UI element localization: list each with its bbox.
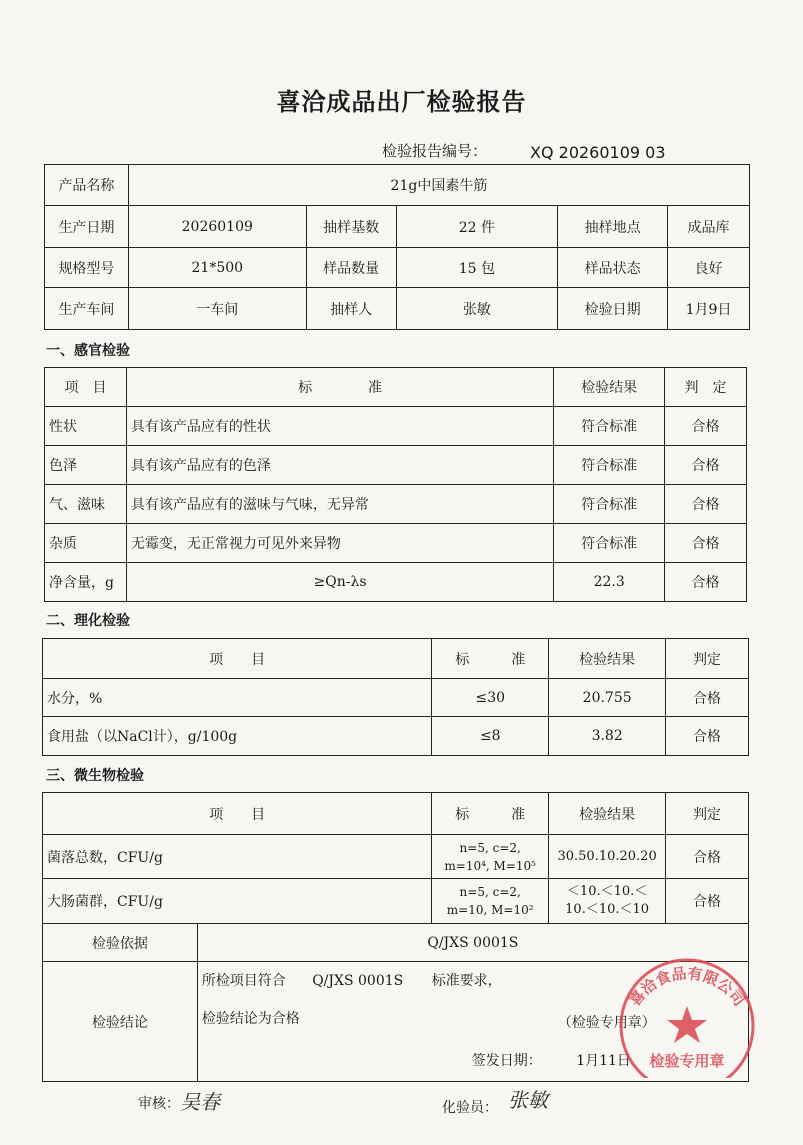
row-item: 性状 (45, 407, 127, 446)
prod-date-value: 20260109 (128, 206, 306, 248)
row-standard-line2: m=10, M=10² (446, 903, 534, 917)
workshop-value: 一车间 (128, 288, 306, 330)
product-name-label: 产品名称 (45, 165, 129, 206)
sampler-value: 张敏 (396, 288, 558, 330)
conclusion-line2: 检验结论为合格 (201, 1011, 300, 1027)
report-title: 喜洽成品出厂检验报告 (276, 88, 527, 116)
sample-qty-label: 样品数量 (306, 248, 396, 288)
row-judge: 合格 (665, 407, 747, 446)
row-standard: 具有该产品应有的性状 (126, 407, 553, 446)
sample-base-value: 22 件 (396, 206, 558, 248)
micro-header-standard: 标 准 (432, 793, 549, 835)
row-item: 色泽 (45, 446, 127, 485)
issue-date-value: 1月11日 (576, 1053, 631, 1069)
sensory-header-item: 项 目 (45, 368, 127, 407)
row-standard (432, 835, 549, 879)
row-item: 菌落总数，CFU/g (43, 835, 432, 879)
conclusion-line1 (202, 970, 502, 990)
row-item: 气、滋味 (45, 485, 127, 524)
row-item: 净含量，g (45, 563, 127, 602)
sensory-heading: 一、感官检验 (46, 343, 130, 359)
spec-value: 21*500 (128, 248, 306, 288)
micro-header-result: 检验结果 (549, 793, 666, 835)
workshop-label: 生产车间 (45, 288, 129, 330)
table-row (45, 524, 747, 563)
row-standard: 具有该产品应有的色泽 (126, 446, 553, 485)
sample-base-label: 抽样基数 (306, 206, 396, 248)
table-row (45, 485, 747, 524)
row-item: 食用盐（以NaCl计），g/100g (43, 717, 432, 756)
row-result: 20.755 (549, 679, 666, 717)
issue-date (472, 1050, 631, 1070)
report-number-value: XQ 20260109 03 (530, 143, 666, 162)
inspection-stamp (612, 948, 762, 1078)
row-result-line2: 10.＜10.＜10 (565, 902, 650, 917)
stamp-text: 喜洽食品有限公司 (625, 964, 749, 1010)
row-result: 符合标准 (554, 446, 665, 485)
row-standard: 无霉变，无正常视力可见外来异物 (126, 524, 553, 563)
row-standard: ≤8 (432, 717, 549, 756)
row-result: 符合标准 (554, 524, 665, 563)
row-judge: 合格 (666, 835, 749, 879)
row-result: 符合标准 (554, 407, 665, 446)
sampler-label: 抽样人 (306, 288, 396, 330)
row-judge: 合格 (666, 879, 749, 924)
physchem-header-result: 检验结果 (549, 639, 666, 679)
prod-date-label: 生产日期 (45, 206, 129, 248)
table-row (43, 835, 749, 879)
tester-label: 化验员： (442, 1100, 498, 1116)
product-name-value: 21g中国素牛筋 (128, 165, 749, 206)
report-number-label: 检验报告编号： (382, 142, 488, 160)
row-standard-line1: n=5, c=2, (459, 885, 521, 899)
physchem-header-judge: 判定 (666, 639, 749, 679)
conclusion-line1b: Q/JXS 0001S (312, 973, 404, 989)
inspect-date-value: 1月9日 (668, 288, 750, 330)
seal-note: （检验专用章） (557, 1015, 656, 1031)
row-standard: 具有该产品应有的滋味与气味，无异常 (126, 485, 553, 524)
row-result-line1: 30.50.10.20.20 (557, 848, 657, 864)
row-result (549, 879, 666, 924)
row-judge: 合格 (665, 563, 747, 602)
row-result-line1: ＜10.＜10.＜ (566, 884, 648, 899)
sensory-header-standard: 标 准 (126, 368, 553, 407)
basis-label: 检验依据 (43, 924, 198, 962)
row-result: 3.82 (549, 717, 666, 756)
issue-date-label: 签发日期： (471, 1053, 542, 1069)
physchem-header-standard: 标 准 (432, 639, 549, 679)
table-row (43, 717, 749, 756)
sample-place-label: 抽样地点 (558, 206, 668, 248)
conclusion-line1c: 标准要求， (431, 973, 502, 989)
micro-heading: 三、微生物检验 (46, 768, 144, 784)
conclusion-label: 检验结论 (43, 962, 198, 1082)
physchem-header-item: 项 目 (43, 639, 432, 679)
row-standard: ≥Qn-λs (126, 563, 553, 602)
row-result: 22.3 (554, 563, 665, 602)
reviewer-signature: 吴春 (180, 1090, 220, 1114)
row-item: 大肠菌群，CFU/g (43, 879, 432, 924)
basis-value: Q/JXS 0001S (197, 924, 748, 962)
sensory-header-judge: 判 定 (665, 368, 747, 407)
table-row (45, 407, 747, 446)
row-judge: 合格 (666, 717, 749, 756)
row-standard (432, 879, 549, 924)
sample-state-value: 良好 (668, 248, 750, 288)
sample-qty-value: 15 包 (396, 248, 558, 288)
row-result (549, 835, 666, 879)
stamp-star-icon (667, 1006, 707, 1043)
row-judge: 合格 (665, 446, 747, 485)
inspect-date-label: 检验日期 (558, 288, 668, 330)
spec-label: 规格型号 (45, 248, 129, 288)
row-item: 水分，% (43, 679, 432, 717)
sensory-header-result: 检验结果 (554, 368, 665, 407)
micro-header-item: 项 目 (43, 793, 432, 835)
table-row (43, 879, 749, 924)
micro-header-judge: 判定 (666, 793, 749, 835)
sample-state-label: 样品状态 (558, 248, 668, 288)
report-number (382, 140, 666, 162)
sample-place-value: 成品库 (668, 206, 750, 248)
conclusion-line1a: 所检项目符合 (201, 973, 286, 989)
table-row (43, 679, 749, 717)
reviewer-label: 审核： (138, 1096, 180, 1112)
table-row (45, 446, 747, 485)
stamp-center-text: 检验专用章 (649, 1052, 725, 1070)
table-row (45, 563, 747, 602)
row-judge: 合格 (666, 679, 749, 717)
row-standard: ≤30 (432, 679, 549, 717)
physchem-heading: 二、理化检验 (46, 613, 130, 629)
row-standard-line1: n=5, c=2, (459, 840, 521, 855)
row-judge: 合格 (665, 485, 747, 524)
row-standard-line2: m=10⁴, M=10⁵ (444, 858, 536, 873)
physchem-table (42, 638, 749, 756)
row-item: 杂质 (45, 524, 127, 563)
product-info-table (44, 164, 750, 330)
sensory-table (44, 367, 747, 602)
row-judge: 合格 (665, 524, 747, 563)
tester-signature: 张敏 (508, 1088, 548, 1112)
row-result: 符合标准 (554, 485, 665, 524)
